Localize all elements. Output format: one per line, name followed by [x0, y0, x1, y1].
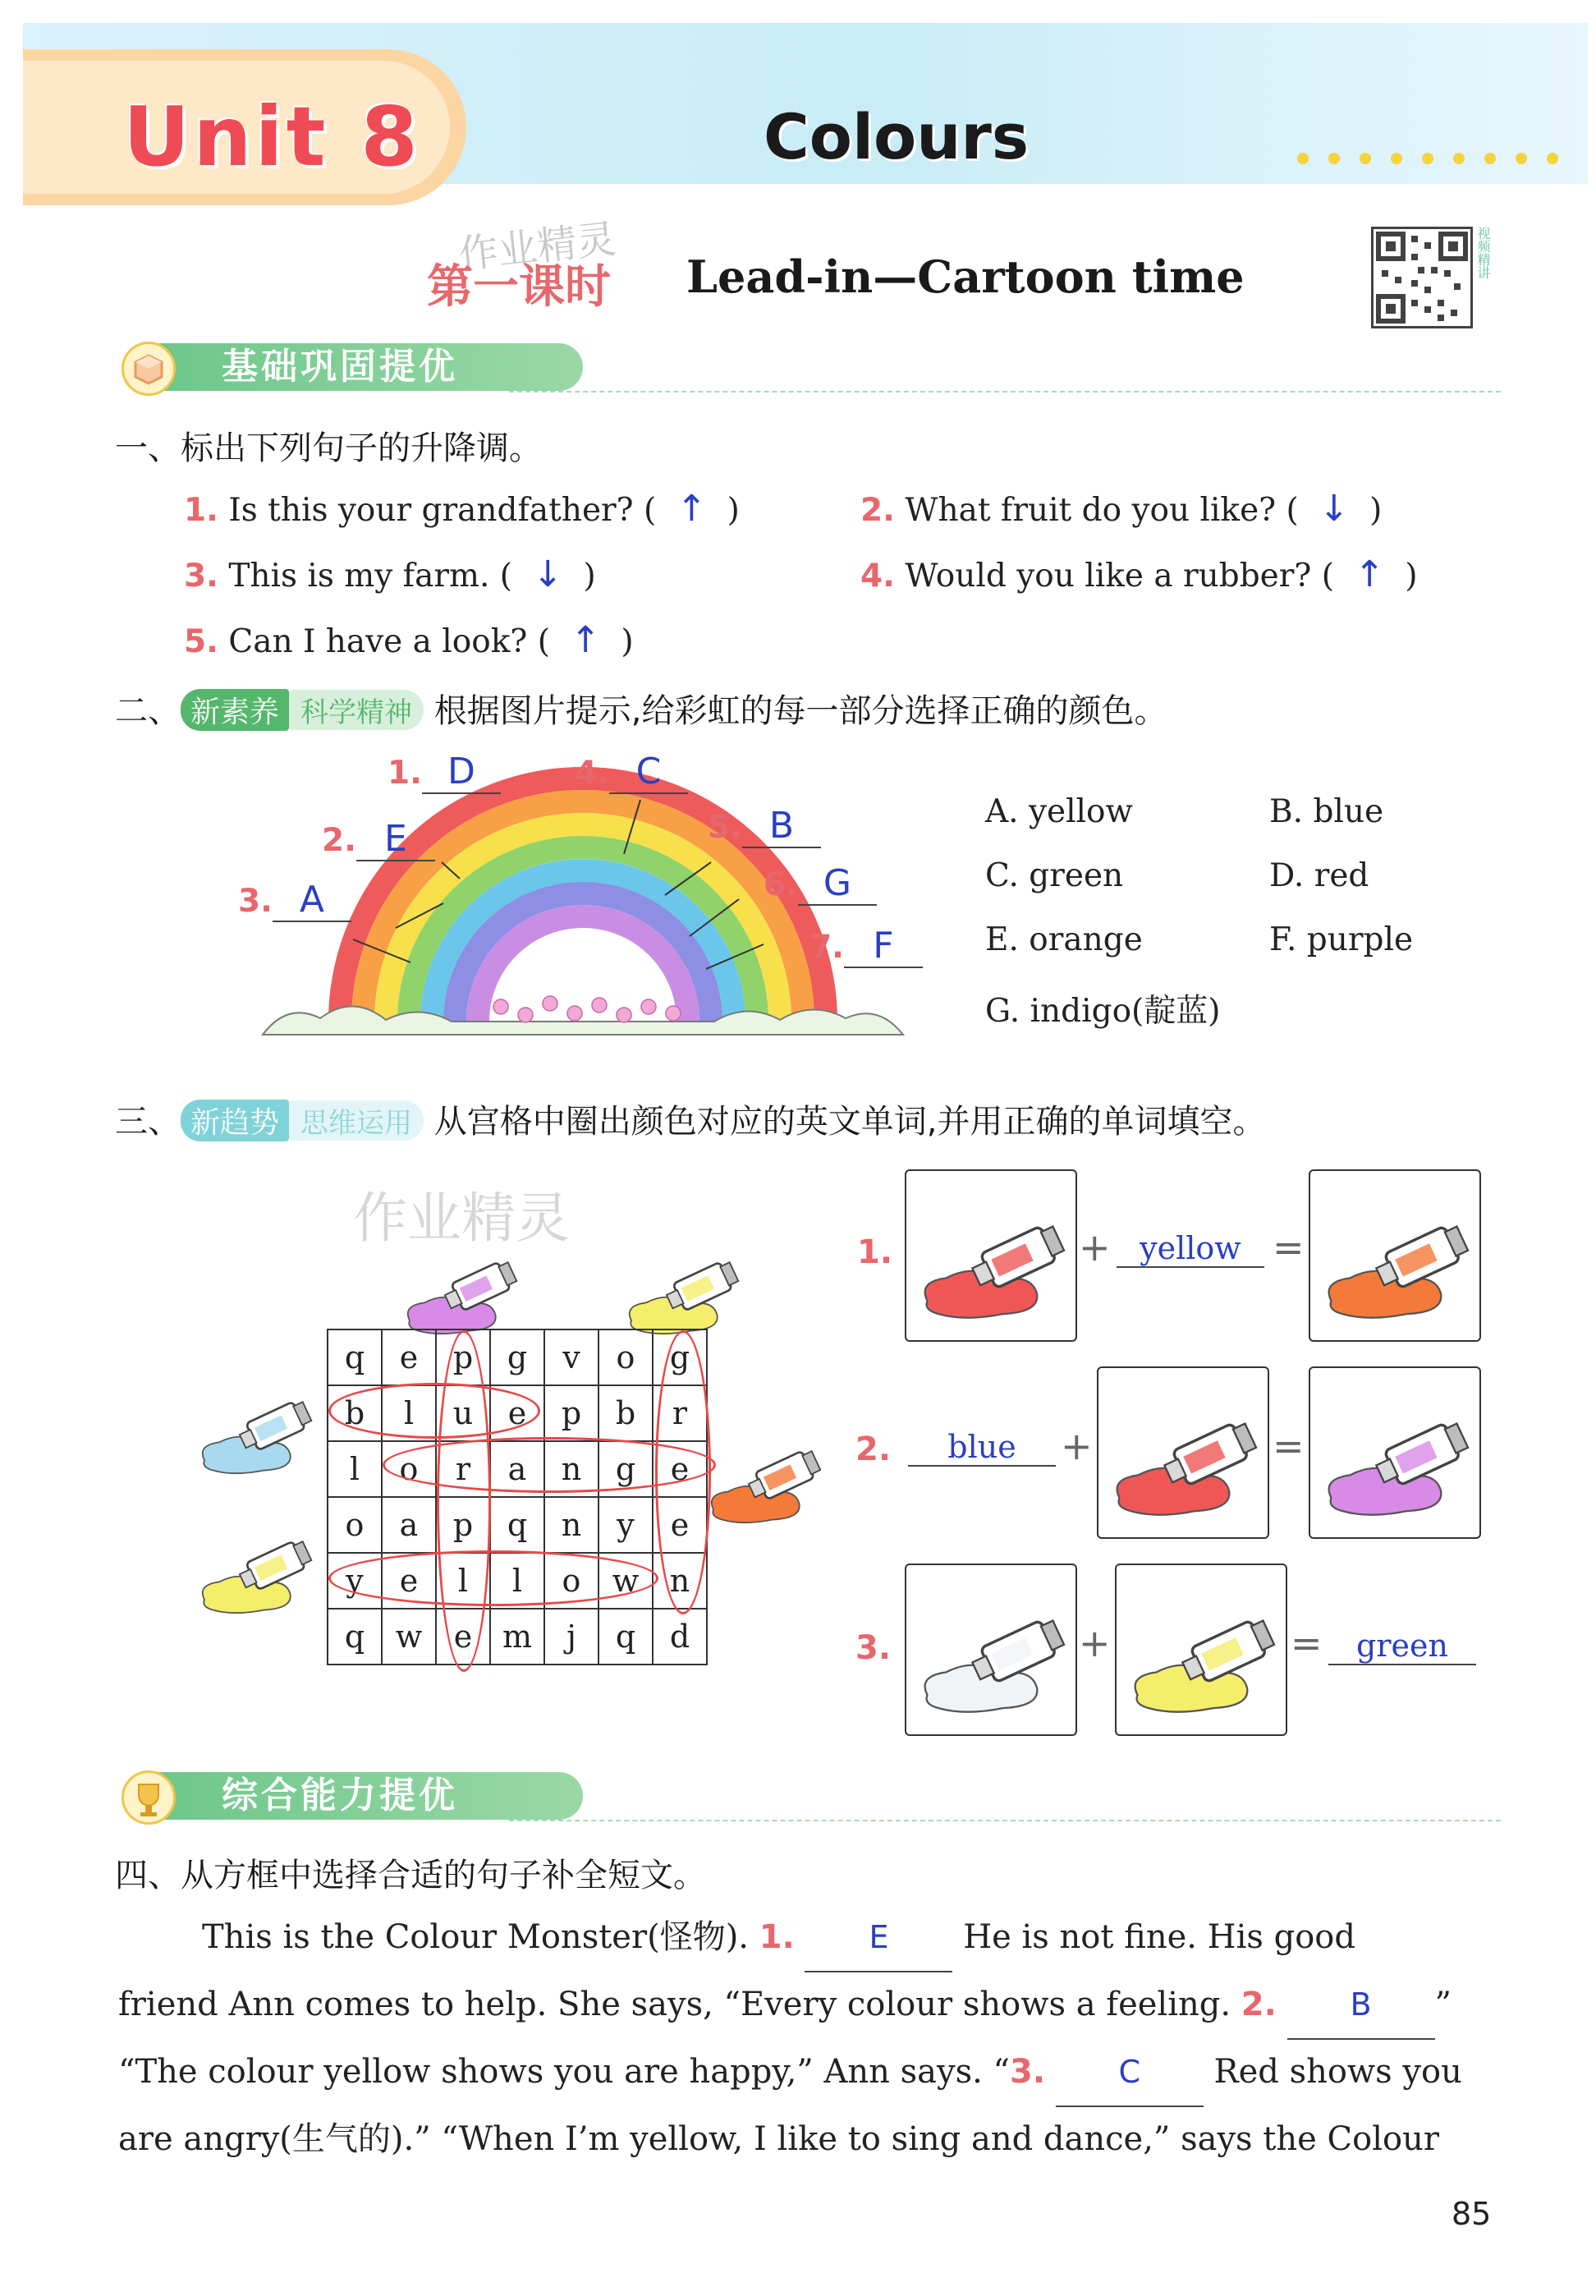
item-number: 4. [860, 558, 895, 595]
grid-cell[interactable]: j [544, 1609, 598, 1665]
passage-text: “The colour yellow shows you are happy,” Ann says. “ [118, 2053, 1010, 2091]
paint-tube-icon [925, 1221, 1066, 1317]
passage-text: friend Ann comes to help. She says, “Every colour shows a feeling. [118, 1986, 1231, 2023]
tag-thinking: 思维运用 [289, 1100, 424, 1141]
equals-sign: = [1273, 1225, 1305, 1270]
passage-blank-1[interactable]: E [805, 1903, 952, 1972]
option-word: red [1314, 857, 1369, 894]
grid-cell[interactable]: y [328, 1553, 382, 1609]
grid-cell[interactable]: g [653, 1329, 707, 1385]
grid-row [328, 1497, 707, 1553]
item-number: 3. [184, 558, 218, 595]
option-word: purple [1306, 921, 1414, 958]
paint-tube-icon [1117, 1418, 1259, 1514]
equation-2-answer[interactable]: blue [908, 1429, 1056, 1467]
decor-dot [1516, 153, 1527, 164]
q3-heading: 从宫格中圈出颜色对应的英文单词,并用正确的单词填空。 [433, 1103, 1266, 1141]
tag-science-spirit: 科学精神 [289, 690, 424, 730]
option-letter: D. [1269, 857, 1305, 894]
grid-cell[interactable]: e [490, 1385, 544, 1441]
passage-line-1 [202, 1903, 1507, 1972]
plus-sign: + [1079, 1225, 1111, 1270]
label-number: 1. [388, 755, 422, 792]
plus-sign: + [1079, 1621, 1111, 1665]
decor-dot [1484, 153, 1496, 164]
q3-prefix: 三、 [115, 1103, 181, 1141]
section-banner-comprehensive: 综合能力提优 [140, 1772, 583, 1820]
blank-number: 1. [759, 1918, 795, 1956]
label-number: 6. [764, 866, 798, 903]
decor-dot [1297, 153, 1309, 164]
item-text: This is my farm. [228, 558, 490, 595]
label-number: 4. [575, 755, 609, 792]
blank-number: 3. [1009, 2053, 1046, 2091]
passage-text: This is the Colour Monster(怪物). [202, 1918, 750, 1956]
grid-cell[interactable]: o [328, 1497, 382, 1553]
plus-sign: + [1061, 1424, 1093, 1468]
paint-box-orange [1309, 1169, 1481, 1342]
paint-tube-icon [630, 1258, 741, 1334]
watermark: 作业精灵 [353, 1187, 570, 1250]
item-number: 5. [184, 623, 218, 660]
q1-item-4: 4. Would you like a rubber? ( ↑ ) [860, 553, 1418, 595]
grid-cell[interactable]: o [382, 1441, 436, 1497]
option-word: yellow [1028, 793, 1133, 830]
grid-cell[interactable]: a [490, 1441, 544, 1497]
grid-cell[interactable]: o [544, 1553, 598, 1609]
option-word: blue [1313, 793, 1384, 830]
item-text: Would you like a rubber? [905, 558, 1312, 595]
grid-cell[interactable]: g [490, 1329, 544, 1385]
paint-tube-icon [203, 1398, 314, 1473]
section-rule [509, 1820, 1501, 1821]
q4-heading: 四、从方框中选择合适的句子补全短文。 [115, 1857, 706, 1894]
rainbow-label-4 [575, 751, 688, 794]
grid-cell[interactable]: a [382, 1497, 436, 1553]
grid-cell[interactable]: p [436, 1329, 490, 1385]
q1-item-1: 1. Is this your grandfather? ( ↑ ) [184, 488, 740, 530]
q2-prefix: 二、 [115, 692, 181, 730]
rainbow-label-7 [809, 925, 923, 968]
q3-heading-row [115, 1095, 1265, 1142]
q2-heading: 根据图片提示,给彩虹的每一部分选择正确的颜色。 [433, 692, 1167, 730]
circle-purple [437, 1330, 491, 1672]
equation-3-number: 3. [855, 1629, 892, 1667]
option-g [985, 985, 1220, 1031]
option-letter: A. [985, 793, 1019, 830]
paint-box-red [905, 1169, 1077, 1342]
option-word: orange [1029, 921, 1143, 958]
blank-number: 2. [1241, 1986, 1277, 2023]
option-letter: G. [985, 993, 1020, 1030]
label-number: 5. [708, 809, 742, 846]
item-number: 2. [860, 492, 895, 529]
answer-arrow: ↓ [1319, 488, 1350, 530]
answer-arrow: ↓ [532, 553, 563, 595]
grid-cell[interactable]: e [382, 1553, 436, 1609]
grid-cell[interactable]: v [544, 1329, 598, 1385]
decor-dot [1360, 153, 1371, 164]
grid-cell[interactable]: g [598, 1441, 653, 1497]
grid-cell[interactable]: n [544, 1441, 598, 1497]
paint-box-purple [1309, 1366, 1481, 1539]
equals-sign: = [1273, 1424, 1305, 1468]
grid-cell[interactable]: p [436, 1497, 490, 1553]
answer-blank[interactable]: A [273, 879, 351, 922]
passage-line-3 [118, 2038, 1514, 2107]
grid-cell[interactable]: l [490, 1553, 544, 1609]
q1-item-2: 2. What fruit do you like? ( ↓ ) [860, 488, 1383, 530]
word-search-grid [327, 1329, 708, 1665]
q2-heading-row [115, 685, 1167, 732]
answer-blank[interactable]: G [798, 862, 877, 906]
tag-new-literacy: 新素养 [181, 689, 289, 731]
option-d [1269, 857, 1369, 894]
grid-cell[interactable]: n [544, 1497, 598, 1553]
equation-1-number: 1. [857, 1233, 893, 1271]
paint-box-red [1097, 1366, 1269, 1539]
grid-row [328, 1329, 707, 1385]
option-letter: C. [985, 857, 1019, 894]
grid-cell[interactable]: n [653, 1553, 707, 1609]
passage-blank-3[interactable]: C [1056, 2038, 1204, 2107]
paint-box-yellow [1115, 1564, 1287, 1736]
grid-cell[interactable]: y [598, 1497, 653, 1553]
answer-blank[interactable]: C [609, 751, 688, 794]
item-text: Is this your grandfather? [228, 492, 634, 529]
passage-text: ” [1434, 1986, 1452, 2023]
decor-dot [1453, 153, 1465, 164]
page-number: 85 [1452, 2196, 1492, 2232]
paint-tube-icon [925, 1615, 1066, 1711]
item-text: What fruit do you like? [905, 492, 1277, 529]
paint-tube-icon [1329, 1418, 1470, 1514]
passage-blank-2[interactable]: B [1287, 1971, 1435, 2040]
option-word: green [1029, 857, 1124, 894]
item-number: 1. [184, 492, 218, 529]
tag-new-trend: 新趋势 [181, 1100, 289, 1141]
grid-cell[interactable]: u [436, 1385, 490, 1441]
option-e [985, 921, 1143, 958]
paint-tube-icon [203, 1537, 314, 1613]
cube-icon [122, 342, 176, 396]
option-b [1269, 793, 1383, 830]
equals-sign: = [1291, 1621, 1323, 1665]
grid-cell[interactable]: q [328, 1329, 382, 1385]
answer-blank[interactable]: D [422, 751, 501, 794]
paint-tube-icon [408, 1258, 519, 1334]
grid-cell[interactable]: r [653, 1385, 707, 1441]
grid-cell[interactable]: b [598, 1385, 653, 1441]
circle-blue [328, 1383, 540, 1439]
answer-blank[interactable]: F [844, 925, 923, 968]
grid-cell[interactable]: l [436, 1553, 490, 1609]
decor-dot [1422, 153, 1433, 164]
passage-text: He is not fine. His good [963, 1918, 1355, 1956]
equation-1-answer[interactable]: yellow [1117, 1230, 1264, 1268]
decor-dot [1328, 153, 1340, 164]
lesson-number: 第一课时 [427, 259, 611, 314]
paint-tube-icon [1135, 1615, 1277, 1711]
grid-cell[interactable]: d [653, 1609, 707, 1665]
watermark: 作业精灵 [456, 216, 618, 278]
q1-item-5: 5. Can I have a look? ( ↑ ) [184, 619, 634, 661]
label-number: 7. [809, 929, 844, 966]
qr-side-label: 视频精讲 [1475, 227, 1491, 279]
paint-tube-icon [712, 1447, 821, 1522]
lesson-name: Lead-in—Cartoon time [686, 250, 1245, 303]
answer-blank[interactable]: B [742, 805, 821, 848]
section-rule [509, 391, 1501, 393]
grid-cell[interactable]: q [598, 1609, 653, 1665]
grid-cell[interactable]: e [436, 1609, 490, 1665]
grid-cell[interactable]: r [436, 1441, 490, 1497]
grid-cell[interactable]: l [328, 1441, 382, 1497]
grid-cell[interactable]: q [490, 1497, 544, 1553]
rainbow-label-6 [764, 862, 877, 906]
paint-box-white [905, 1564, 1077, 1736]
grid-cell[interactable]: q [328, 1609, 382, 1665]
grid-cell[interactable]: e [382, 1329, 436, 1385]
option-a [985, 793, 1133, 830]
answer-arrow: ↑ [570, 619, 601, 661]
option-letter: F. [1269, 921, 1297, 958]
grid-cell[interactable]: e [653, 1497, 707, 1553]
passage-text: Red shows you [1213, 2053, 1462, 2091]
option-letter: B. [1269, 793, 1304, 830]
grid-cell[interactable]: l [382, 1385, 436, 1441]
trophy-icon [122, 1770, 176, 1825]
passage-line-4: are angry(生气的).” “When I’m yellow, I like to sing and dance,” says the Colour [118, 2120, 1439, 2158]
answer-arrow: ↑ [676, 488, 707, 530]
equation-2-number: 2. [855, 1430, 892, 1468]
equation-3-answer[interactable]: green [1328, 1628, 1476, 1665]
option-f [1269, 921, 1413, 958]
grid-cell[interactable]: w [598, 1553, 653, 1609]
option-word: indigo(靛蓝) [1030, 993, 1221, 1030]
rainbow-label-5 [708, 805, 821, 848]
rainbow-label-1 [388, 751, 501, 794]
unit-title: Colours [764, 100, 1030, 173]
q1-item-3: 3. This is my farm. ( ↓ ) [184, 553, 596, 595]
qr-code-icon[interactable] [1371, 227, 1473, 328]
answer-blank[interactable]: E [356, 818, 435, 861]
option-c [985, 857, 1123, 894]
label-number: 2. [322, 822, 356, 859]
rainbow-label-2 [322, 818, 435, 861]
unit-label: Unit 8 [123, 89, 421, 185]
circle-green [655, 1330, 711, 1614]
label-number: 3. [238, 883, 273, 920]
grid-cell[interactable]: b [328, 1385, 382, 1441]
grid-cell[interactable]: w [382, 1609, 436, 1665]
passage-line-2 [118, 1971, 1514, 2040]
rainbow-label-3 [238, 879, 351, 922]
grid-cell[interactable]: p [544, 1385, 598, 1441]
section-banner-basic: 基础巩固提优 [140, 343, 583, 391]
option-letter: E. [985, 921, 1019, 958]
grid-cell[interactable]: o [598, 1329, 653, 1385]
item-text: Can I have a look? [228, 623, 528, 660]
grid-cell[interactable]: e [653, 1441, 707, 1497]
paint-tube-icon [1329, 1221, 1470, 1317]
q1-heading: 一、标出下列句子的升降调。 [115, 429, 542, 467]
grid-row [328, 1609, 707, 1665]
circle-yellow [328, 1550, 658, 1606]
grid-cell[interactable]: m [490, 1609, 544, 1665]
decor-dot [1391, 153, 1402, 164]
decor-dot [1547, 153, 1558, 164]
answer-arrow: ↑ [1354, 553, 1385, 595]
